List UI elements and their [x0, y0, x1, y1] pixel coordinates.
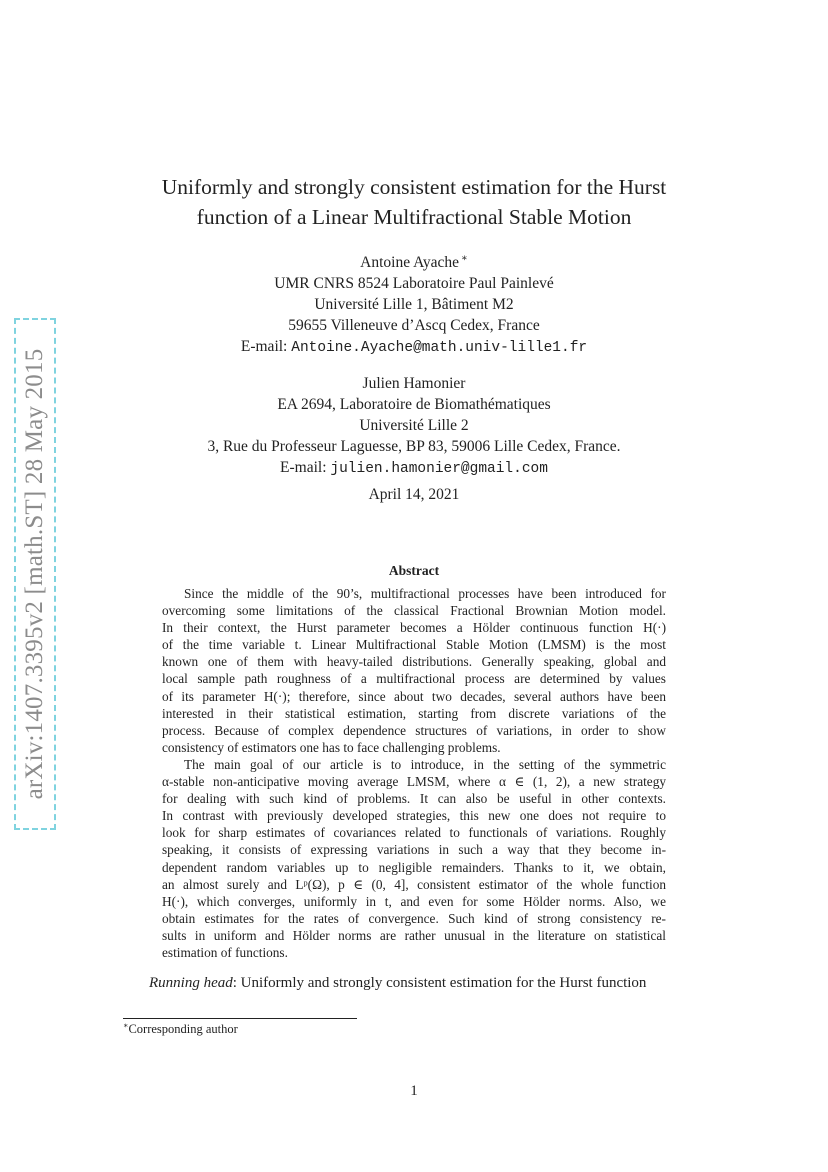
abstract-body	[162, 585, 666, 961]
abstract-line: interested in their statistical estimation, starting from discrete variations of the	[162, 705, 666, 721]
abstract-line: of the time variable t. Linear Multifractional Stable Motion (LMSM) is the most	[162, 637, 666, 653]
page-number: 1	[410, 1083, 418, 1099]
author-1-lab: UMR CNRS 8524 Laboratoire Paul Painlevé	[274, 275, 554, 292]
abstract-line: of its parameter H(·); therefore, since about two decades, several authors have been	[162, 688, 666, 704]
author-2-email-line	[100, 457, 728, 480]
footnote-text: Corresponding author	[128, 1022, 238, 1036]
author-1-university: Université Lille 1, Bâtiment M2	[314, 296, 514, 313]
author-1-email-line	[100, 336, 728, 359]
author-1-block	[100, 248, 728, 359]
title-line-2: function of a Linear Multifractional Stable Motion	[196, 205, 632, 229]
abstract-line: H(·), which converges, uniformly in t, and even for some Hölder norms. Also, we	[162, 893, 666, 909]
title-line-1: Uniformly and strongly consistent estimation for the Hurst	[161, 175, 667, 199]
abstract-heading: Abstract	[388, 563, 440, 578]
abstract-line: overcoming some limitations of the classical Fractional Brownian Motion model.	[162, 603, 666, 619]
author-2-university: Université Lille 2	[359, 417, 469, 434]
abstract-line: In contrast with previously developed strategies, this new one does not require to	[162, 808, 666, 824]
abstract-line: estimation of functions.	[162, 944, 288, 960]
author-1-name-line	[100, 248, 728, 273]
abstract-line: α-stable non-anticipative moving average LMSM, where α ∈ (1, 2), a new strategy	[162, 774, 666, 790]
running-head	[149, 975, 646, 992]
abstract-line: for dealing with such kind of problems. It can also be useful in other contexts.	[162, 791, 666, 807]
abstract-line: local sample path roughness of a multifractional process are determined by values	[162, 671, 666, 687]
arxiv-stamp-text: arXiv:1407.3395v2 [math.ST] 28 May 2015	[21, 348, 48, 800]
abstract-line: Since the middle of the 90’s, multifractional processes have been introduced for	[184, 586, 666, 601]
author-2-name: Julien Hamonier	[362, 375, 466, 392]
abstract-line: The main goal of our article is to introduce, in the setting of the symmetric	[184, 756, 666, 772]
author-2-block	[100, 373, 728, 480]
author-1-city: 59655 Villeneuve d’Ascq Cedex, France	[288, 317, 540, 334]
abstract-line: consistency of estimators one has to face challenging problems.	[162, 739, 501, 755]
abstract-line: dependent random variables up to negligible remainders. Thanks to it, we obtain,	[162, 859, 666, 875]
running-head-text: : Uniformly and strongly consistent estimation for the Hurst function	[232, 975, 647, 991]
abstract-line: process. Because of complex dependence structures of variations, in order to show	[162, 722, 666, 738]
footnote-rule	[123, 1018, 357, 1019]
abstract-line: speaking, it consists of expressing variations in such a way that they become in-	[162, 842, 666, 858]
author-1-email[interactable]: Antoine.Ayache@math.univ-lille1.fr	[291, 340, 588, 356]
footnote-mark: ∗	[123, 1021, 129, 1030]
abstract-line: sults in uniform and Hölder norms are rather unusual in the literature on statistical	[162, 927, 666, 943]
arxiv-stamp	[14, 318, 56, 830]
abstract-line: In their context, the Hurst parameter becomes a Hölder continuous function H(·)	[162, 620, 666, 636]
running-head-label: Running head	[149, 975, 233, 991]
abstract-line: look for sharp estimates of covariances related to functionals of variations. Roughly	[162, 825, 666, 841]
abstract-line: known one of them with heavy-tailed distributions. Generally speaking, global and	[162, 654, 666, 670]
paper-date: April 14, 2021	[368, 486, 460, 503]
author-2-email-label: E-mail:	[280, 459, 327, 476]
paper-title	[100, 172, 728, 232]
author-2-email[interactable]: julien.hamonier@gmail.com	[330, 461, 548, 477]
footnote	[123, 1021, 238, 1037]
author-2-lab: EA 2694, Laboratoire de Biomathématiques	[277, 396, 551, 413]
author-2-address: 3, Rue du Professeur Laguesse, BP 83, 59006 Lille Cedex, France.	[207, 438, 621, 455]
author-1-name: Antoine Ayache	[360, 254, 460, 271]
author-1-footnote-mark: ∗	[461, 253, 468, 264]
abstract-line: obtain estimates for the rates of convergence. Such kind of strong consistency re-	[162, 910, 666, 926]
abstract-line: an almost surely and Lᵖ(Ω), p ∈ (0, 4], consistent estimator of the whole function	[162, 876, 666, 892]
author-1-email-label: E-mail:	[240, 338, 288, 355]
